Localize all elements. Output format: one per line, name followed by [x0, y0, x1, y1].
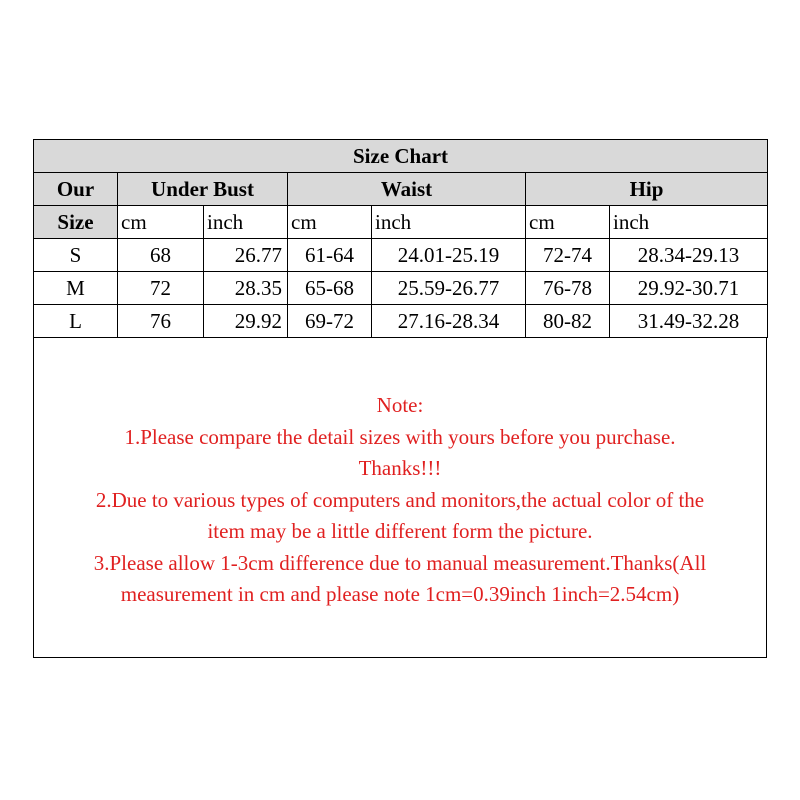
- size-chart-table: [33, 139, 768, 338]
- table-cell: 24.01-25.19: [372, 239, 526, 272]
- note-box: [33, 337, 767, 658]
- table-cell: 28.34-29.13: [610, 239, 768, 272]
- table-row: [34, 305, 768, 338]
- table-cell: 25.59-26.77: [372, 272, 526, 305]
- table-row: [34, 239, 768, 272]
- under-bust-header: Under Bust: [118, 173, 288, 206]
- table-cell: 29.92: [204, 305, 288, 338]
- table-cell: 72: [118, 272, 204, 305]
- table-cell: 76-78: [526, 272, 610, 305]
- table-cell: 27.16-28.34: [372, 305, 526, 338]
- our-label: Our: [34, 173, 118, 206]
- chart-title: Size Chart: [34, 140, 768, 173]
- table-cell: 69-72: [288, 305, 372, 338]
- table-cell: 31.49-32.28: [610, 305, 768, 338]
- unit-cell: inch: [204, 206, 288, 239]
- note-line: 3.Please allow 1-3cm difference due to manual measurement.Thanks(All: [93, 550, 707, 575]
- size-cell: S: [34, 239, 118, 272]
- note-heading: Note:: [376, 393, 424, 417]
- unit-cell: cm: [526, 206, 610, 239]
- note-line: Thanks!!!: [358, 456, 442, 480]
- table-cell: 28.35: [204, 272, 288, 305]
- size-cell: L: [34, 305, 118, 338]
- note-text: [34, 390, 766, 611]
- unit-header-row: [34, 206, 768, 239]
- table-cell: 72-74: [526, 239, 610, 272]
- unit-cell: inch: [372, 206, 526, 239]
- table-row: [34, 272, 768, 305]
- size-cell: M: [34, 272, 118, 305]
- size-label: Size: [34, 206, 118, 239]
- note-line: 1.Please compare the detail sizes with yours before you purchase.: [124, 424, 676, 449]
- group-header-row: [34, 173, 768, 206]
- unit-cell: cm: [118, 206, 204, 239]
- unit-cell: cm: [288, 206, 372, 239]
- table-cell: 68: [118, 239, 204, 272]
- table-cell: 26.77: [204, 239, 288, 272]
- note-line: measurement in cm and please note 1cm=0.39inch 1inch=2.54cm): [120, 582, 680, 606]
- table-cell: 61-64: [288, 239, 372, 272]
- table-cell: 80-82: [526, 305, 610, 338]
- table-cell: 76: [118, 305, 204, 338]
- waist-header: Waist: [288, 173, 526, 206]
- title-row: [34, 140, 768, 173]
- table-cell: 29.92-30.71: [610, 272, 768, 305]
- note-line: item may be a little different form the picture.: [207, 519, 593, 543]
- table-cell: 65-68: [288, 272, 372, 305]
- unit-cell: inch: [610, 206, 768, 239]
- hip-header: Hip: [526, 173, 768, 206]
- note-line: 2.Due to various types of computers and monitors,the actual color of the: [95, 487, 705, 512]
